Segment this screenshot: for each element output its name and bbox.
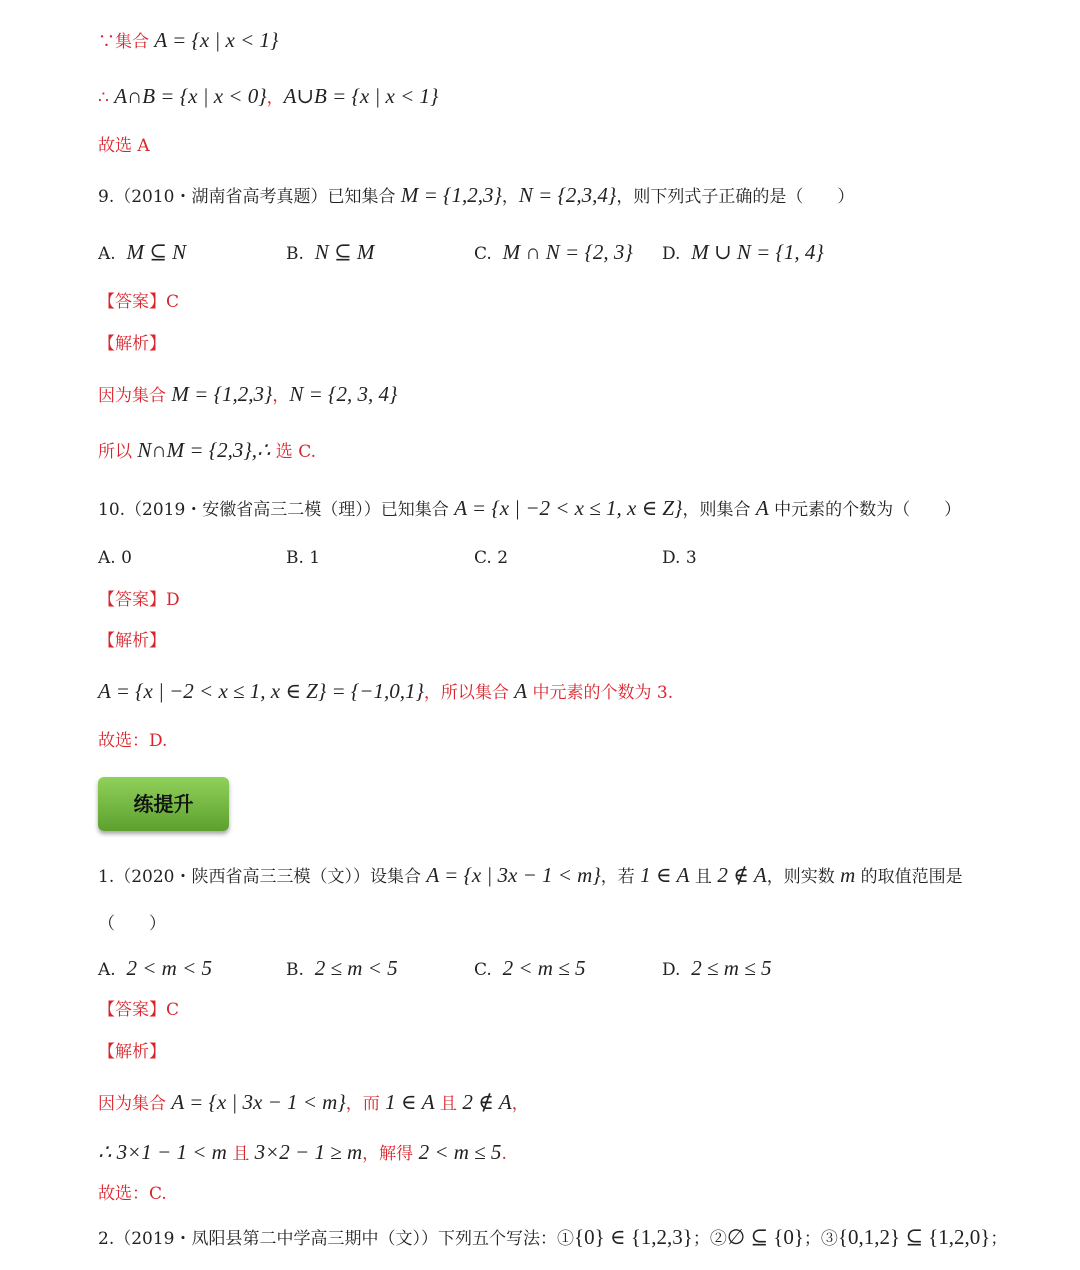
text: 10.（2019・安徽省高三二模（理））已知集合 [98,500,455,520]
text: ， [501,187,519,207]
math-expr: M ∩ N = {2, 3} [502,240,633,264]
line-intersection-union [98,78,438,114]
text: C. [474,960,492,980]
math-expr: ∅ ⊆ {0} [726,1225,804,1249]
text: ，则下列式子正确的是（ ） [616,187,855,207]
q10-stem [98,490,961,526]
text: ，则集合 [682,500,756,520]
text: ，所以集合 [423,683,515,703]
math-expr: 2 < m ≤ 5 [418,1140,502,1164]
math-expr: {0} ∈ {1,2,3} [573,1225,693,1249]
math-expr: 1 ∈ A [385,1090,435,1114]
text: ① [556,1229,574,1249]
math-expr: N ⊆ M [314,240,375,264]
text: ，解得 [362,1144,419,1164]
text: D. [662,244,681,264]
math-expr: 2 ∉ A [717,863,767,887]
math-expr: A∩B = {x | x < 0} [114,84,267,108]
text: 且 [226,1144,255,1164]
q10-option-c: C. 2 [474,548,509,568]
math-expr: M ⊆ N [126,240,187,264]
text: ③ [820,1229,838,1249]
text: ； [990,1229,1008,1249]
math-expr: 2 < m ≤ 5 [502,956,586,980]
text: 2.（2019・凤阳县第二中学高三期中（文））下列五个写法： [98,1229,557,1249]
text: 且 [434,1094,463,1114]
math-expr: 2 < m < 5 [126,956,213,980]
math-expr: ∴ 3×1 − 1 < m [98,1140,227,1164]
p1-option-b [286,950,398,988]
math-var: m [840,863,856,887]
text: 中元素的个数为（ ） [768,500,962,520]
q9-option-a [98,234,186,272]
p1-options [98,950,978,986]
q10-answer: 【答案】D [98,590,180,610]
math-expr: 2 ≤ m ≤ 5 [691,956,772,980]
q10-conclusion: 故选：D. [98,731,168,751]
text: ； [803,1229,821,1249]
math-expr: A = {x | −2 < x ≤ 1, x ∈ Z} [454,496,683,520]
text: 因为集合 [98,1094,172,1114]
text: A. [98,244,116,264]
math-expr: 2 ≤ m < 5 [314,956,398,980]
q10-analysis: 【解析】 [98,631,166,651]
text: 所以 [98,442,138,462]
math-expr: A = {x | x < 1} [154,28,279,52]
text: ∴ [98,88,115,108]
math-expr: A = {x | 3x − 1 < m} [426,863,601,887]
text: ， [272,386,290,406]
p1-stem [98,857,963,893]
p1-conclusion: 故选：C. [98,1184,167,1204]
math-expr: A∪B = {x | x < 1} [283,84,439,108]
q9-option-c [474,234,633,272]
q9-solution-1 [98,376,397,412]
q9-option-d [662,234,824,272]
text: 1.（2020・陕西省高三三模（文））设集合 [98,867,427,887]
line-set-a [98,22,278,58]
q9-options [98,234,978,270]
q9-solution-2 [98,432,316,468]
p1-solution-1 [98,1084,529,1120]
math-expr: A = {x | 3x − 1 < m} [171,1090,346,1114]
math-expr: {0,1,2} ⊆ {1,2,0} [837,1225,991,1249]
text: B. [286,960,304,980]
math-expr: N = {2, 3, 4} [289,382,398,406]
p1-solution-2 [98,1134,507,1170]
p1-option-a [98,950,212,988]
text: ② [709,1229,727,1249]
text: 且 [689,867,718,887]
p1-paren: （ ） [98,914,166,934]
math-expr: 1 ∈ A [640,863,690,887]
q10-solution-1 [98,673,673,709]
math-var: A [514,679,528,703]
text: ，而 [345,1094,386,1114]
p2-stem [98,1219,1007,1255]
q9-option-b [286,234,374,272]
text: C. [474,244,492,264]
text: ； [692,1229,710,1249]
math-expr: A = {x | −2 < x ≤ 1, x ∈ Z} = {−1,0,1} [98,679,424,703]
p1-option-d [662,950,771,988]
math-expr: N∩M = {2,3},∴ [137,438,271,462]
q10-options [98,540,978,576]
text: A. [98,960,116,980]
math-expr: M = {1,2,3} [171,382,273,406]
text: 选 C. [270,442,317,462]
math-expr: M = {1,2,3} [400,183,502,207]
q9-stem [98,177,854,213]
text: 的取值范围是 [855,867,963,887]
text: 因为集合 [98,386,172,406]
p1-option-c [474,950,586,988]
q10-option-a: A. 0 [98,548,132,568]
math-var: A [755,496,769,520]
q10-option-d: D. 3 [662,548,697,568]
line-conclusion-a: 故选 A [98,136,150,156]
q10-option-b: B. 1 [286,548,321,568]
text: ，则实数 [766,867,841,887]
text: ∵集合 [98,32,155,52]
math-expr: 3×2 − 1 ≥ m [254,1140,363,1164]
q9-answer: 【答案】C [98,292,180,312]
math-expr: 2 ∉ A [462,1090,512,1114]
math-expr: N = {2,3,4} [518,183,617,207]
text: . [501,1144,507,1164]
math-expr: M ∪ N = {1, 4} [691,240,824,264]
text: 9.（2010・湖南省高考真题）已知集合 [98,187,401,207]
text: D. [662,960,681,980]
q9-analysis: 【解析】 [98,334,166,354]
text: B. [286,244,304,264]
section-badge: 练提升 [98,777,229,831]
p1-answer: 【答案】C [98,1000,180,1020]
p1-analysis: 【解析】 [98,1042,166,1062]
text: ， [511,1094,529,1114]
text: ， [266,88,284,108]
text: 中元素的个数为 3. [527,683,674,703]
text: ，若 [600,867,641,887]
